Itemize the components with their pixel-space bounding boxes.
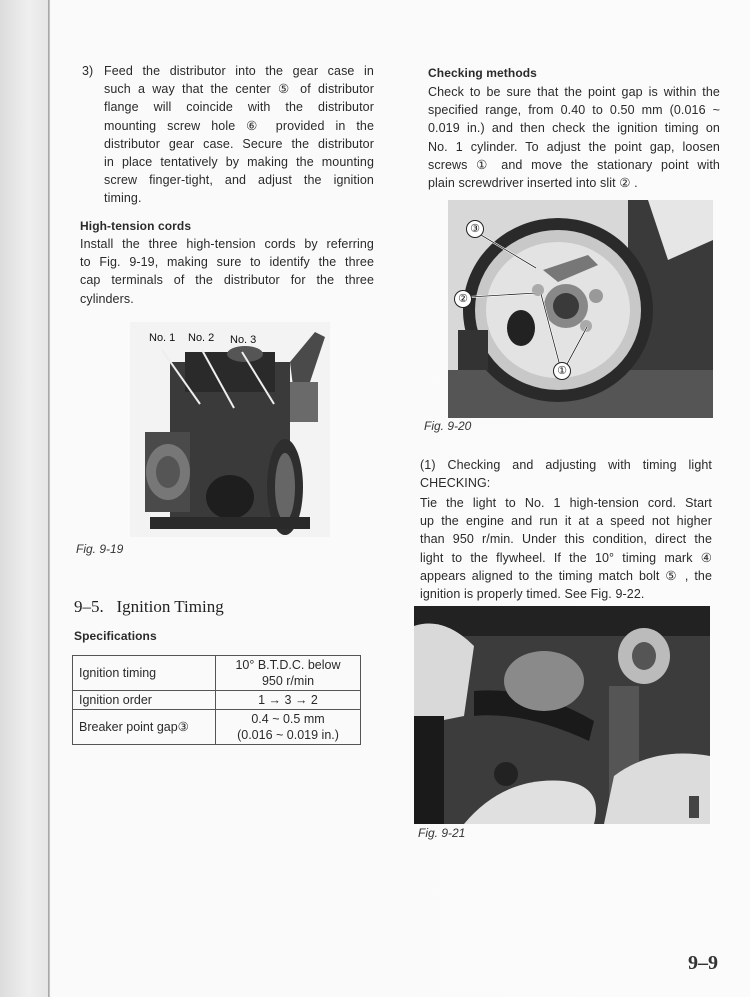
checking-methods-title: Checking methods [428, 66, 537, 80]
timing-line: than 950 r/min. Under this condition, direct the [420, 532, 712, 547]
step3-line: in place tentatively by making the mounting [104, 155, 374, 170]
checking-methods-paragraph [428, 83, 720, 192]
step3-line: Feed the distributor into the gear case in [104, 64, 374, 78]
checking-subtitle: CHECKING: [420, 476, 491, 490]
spec-value-line: 950 r/min [261, 674, 315, 688]
high-tension-paragraph [80, 235, 374, 308]
fig-9-20-distributor-photo [448, 200, 713, 418]
fig-9-21-engine-bay-photo [414, 606, 710, 824]
callout-2: ② [454, 290, 472, 308]
step3-line: screw finger-tight, and adjust the ignition [104, 173, 374, 188]
checking-line: Check to be sure that the point gap is within the [428, 85, 720, 99]
timing-line: light to the flywheel. If the 10° timing mark ④ [420, 550, 712, 565]
checking-line: No. 1 cylinder. To adjust the point gap, loosen [428, 139, 720, 154]
spec-label: Ignition timing [73, 656, 216, 691]
cylinder-label-no3: No. 3 [230, 334, 257, 346]
page-gutter-shadow [0, 0, 48, 997]
cylinder-label-no2: No. 2 [188, 332, 215, 344]
spec-value-line: 10° B.T.D.C. below [235, 658, 341, 672]
spec-label: Breaker point gap③ [73, 710, 216, 745]
checking-line: screws ① and move the stationary point with [428, 157, 720, 172]
timing-line: Tie the light to No. 1 high-tension cord. Start [420, 496, 712, 510]
high-tension-line: Install the three high-tension cords by referring [80, 237, 374, 251]
checking-line: 0.019 in.) and then check the ignition timing on [428, 121, 720, 136]
spec-value-line: (0.016 ~ 0.019 in.) [237, 728, 339, 742]
spec-value-line: 0.4 ~ 0.5 mm [251, 712, 325, 726]
timing-light-paragraph [420, 494, 712, 603]
high-tension-line: cylinders. [80, 291, 134, 306]
fig-9-20-caption: Fig. 9-20 [424, 419, 472, 433]
callout-3: ③ [466, 220, 484, 238]
specifications-table [72, 655, 361, 745]
timing-line: ignition is properly timed. See Fig. 9-22. [420, 587, 645, 602]
high-tension-line: to Fig. 9-19, making sure to identify the three [80, 255, 374, 270]
checking-line: plain screwdriver inserted into slit ② . [428, 176, 638, 191]
step3-line: timing. [104, 191, 142, 206]
fig-9-19-engine-photo [130, 322, 330, 537]
page-fold [48, 0, 50, 997]
table-row [73, 710, 361, 745]
high-tension-line: cap terminals of the distributor for the three [80, 273, 374, 288]
timing-line: appears aligned to the timing match bolt ⑤ , the [420, 568, 712, 583]
table-row [73, 656, 361, 691]
page-number: 9–9 [688, 952, 718, 974]
timing-line: up the engine and run it at a speed not higher [420, 514, 712, 529]
spec-value-line: 1 → 3 → 2 [258, 693, 318, 707]
table-row [73, 691, 361, 710]
step3-line: mounting screw hole ⑥ provided in the [104, 118, 374, 133]
callout-1: ① [553, 362, 571, 380]
timing-light-title: (1) Checking and adjusting with timing light [420, 458, 712, 472]
step3-line: such a way that the center ⑤ of distributor [104, 82, 374, 97]
spec-label: Ignition order [73, 691, 216, 710]
fig-9-19-caption: Fig. 9-19 [76, 542, 124, 556]
step-number: 3) [82, 64, 94, 78]
high-tension-title: High-tension cords [80, 219, 192, 233]
step3-line: distributor gear case. Secure the distributor [104, 136, 374, 151]
cylinder-label-no1: No. 1 [149, 332, 176, 344]
fig-9-21-caption: Fig. 9-21 [418, 826, 466, 840]
step3-line: flange will coincide with the distributor [104, 100, 374, 115]
section-heading: 9–5. Ignition Timing [74, 597, 224, 616]
spec-value [216, 691, 361, 710]
specifications-title: Specifications [74, 629, 157, 643]
checking-line: specified range, from 0.40 to 0.50 mm (0.016 ~ [428, 103, 720, 118]
spec-value [216, 710, 361, 745]
step3-paragraph [104, 62, 374, 208]
spec-value [216, 656, 361, 691]
